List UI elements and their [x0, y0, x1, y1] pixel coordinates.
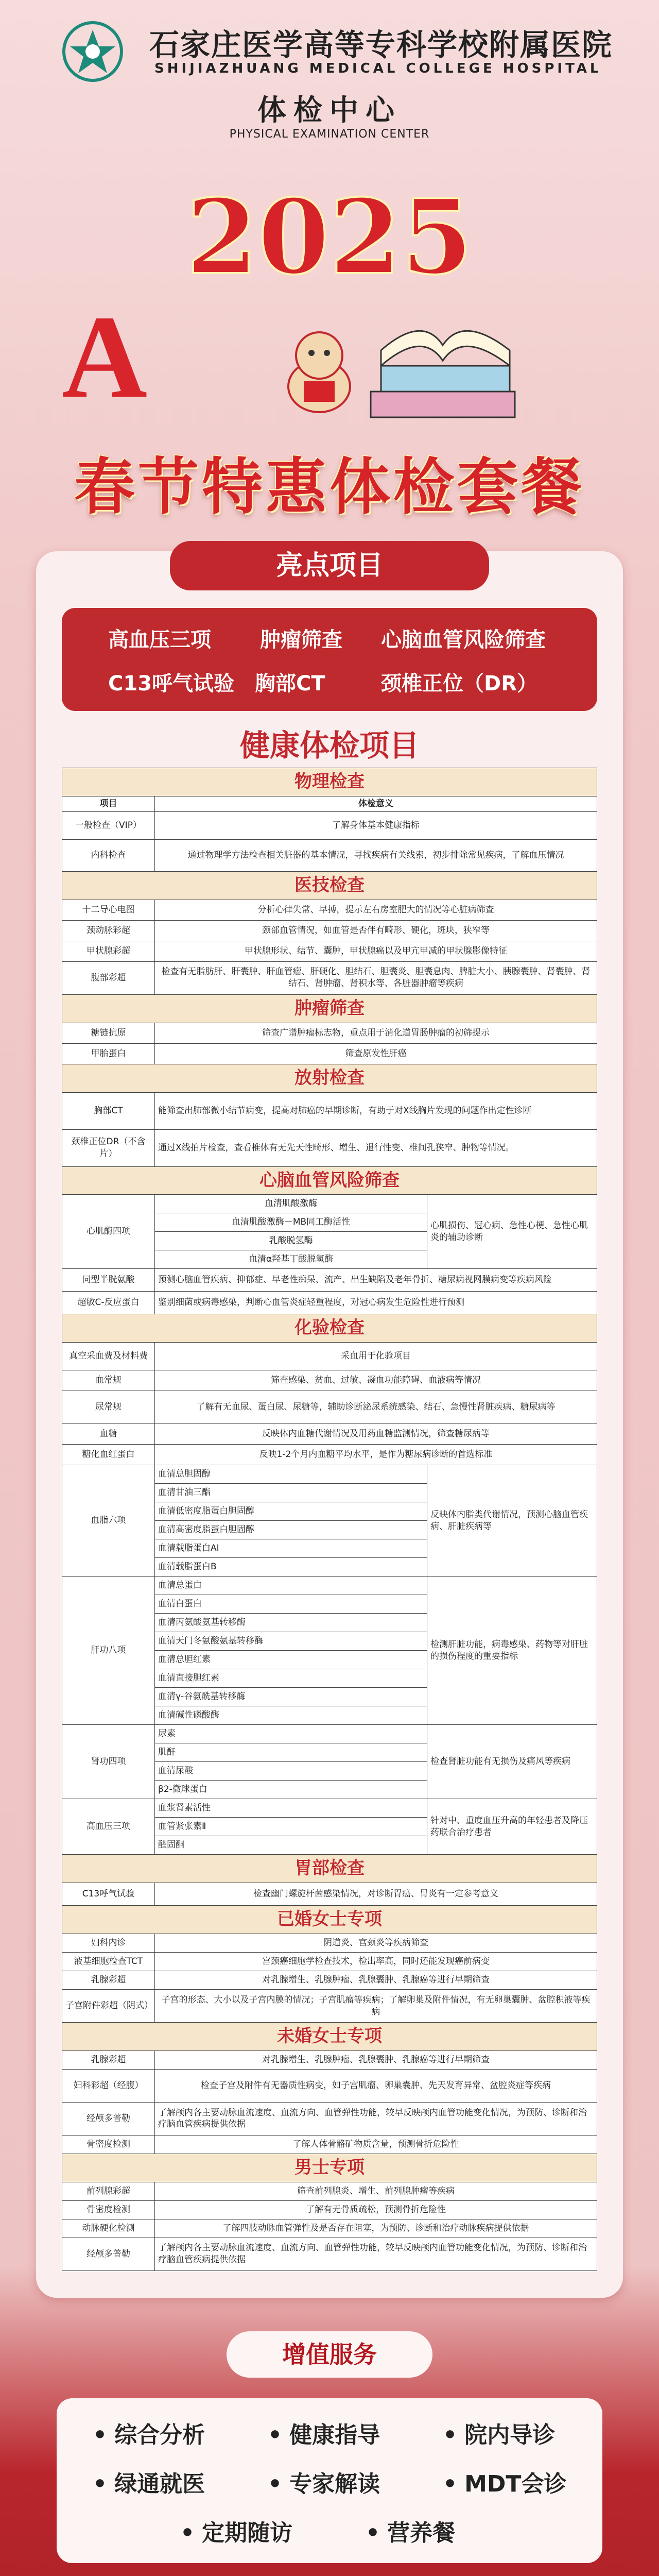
sub-item: 尿素 — [155, 1725, 427, 1743]
sub-item: 血清α羟基丁酸脱氢酶 — [155, 1250, 427, 1269]
item-meaning: 了解颅内各主要动脉血流速度、血流方向、血管弹性功能，较早反映颅内血管功能变化情况，为预防、诊断和治疗脑血管疾病提供依据 — [155, 2102, 597, 2135]
item-meaning: 通过物理学方法检查相关脏器的基本情况，寻找疾病有关线索，初步排除常见疾病，了解血压情况 — [155, 839, 597, 871]
item-meaning: 甲状腺形状、结节、囊肿，甲状腺癌以及甲亢甲减的甲状腺影像特征 — [155, 941, 597, 961]
sub-item: 血清碱性磷酸酶 — [155, 1706, 427, 1725]
item-meaning: 能筛查出肺部微小结节病变，提高对肺癌的早期诊断，有助于对X线胸片发现的问题作出定性诊断 — [155, 1092, 597, 1129]
item-name: 糖化血红蛋白 — [62, 1445, 155, 1465]
sub-item: 血清肌酸激酶 — [155, 1195, 427, 1213]
group-name: 肾功四项 — [62, 1725, 155, 1799]
sub-item: 肌酐 — [155, 1743, 427, 1762]
sub-item: 血清载脂蛋白B — [155, 1558, 427, 1577]
category-lab: 化验检查 — [62, 1314, 597, 1343]
category-medtech: 医技检查 — [62, 871, 597, 900]
item-meaning: 宫颈癌细胞学检查技术，检出率高，同时还能发现癌前病变 — [155, 1953, 597, 1971]
group-meaning: 心肌损伤、冠心病、急性心梗、急性心肌炎的辅助诊断 — [427, 1195, 597, 1269]
item-name: 血糖 — [62, 1424, 155, 1445]
service-item: • 健康指导 — [268, 2416, 380, 2449]
item-name: 液基细胞检查TCT — [62, 1953, 155, 1971]
group-meaning: 检测肝脏功能，病毒感染、药物等对肝脏的损伤程度的重要指标 — [427, 1577, 597, 1725]
sub-item: 血清肌酸激酶－MB同工酶活性 — [155, 1213, 427, 1232]
header-meaning: 体检意义 — [155, 796, 597, 811]
category-gastric: 胃部检查 — [62, 1855, 597, 1883]
item-name: 内科检查 — [62, 839, 155, 871]
category-radio: 放射检查 — [62, 1064, 597, 1092]
service-item: • 定期随访 — [180, 2514, 292, 2547]
item-meaning: 检查幽门螺旋杆菌感染情况，对诊断胃癌、胃炎有一定参考意义 — [155, 1883, 597, 1906]
item-name: 甲胎蛋白 — [62, 1043, 155, 1064]
item-meaning: 了解颅内各主要动脉血流速度、血流方向、血管弹性功能，较早反映颅内血管功能变化情况，为预防、诊断和治疗脑血管疾病提供依据 — [155, 2238, 597, 2270]
hospital-name-cn: 石家庄医学高等专科学校附属医院 — [149, 27, 613, 62]
item-name: 十二导心电图 — [62, 900, 155, 920]
snake-mascot-icon — [268, 319, 371, 422]
center-name-cn: 体检中心 — [257, 94, 402, 127]
item-meaning: 筛查前列腺炎、增生、前列腺肿瘤等疾病 — [155, 2182, 597, 2200]
item-name: 乳腺彩超 — [62, 1971, 155, 1990]
sub-item: 血清总胆固醇 — [155, 1465, 427, 1484]
exam-table — [62, 768, 597, 2271]
sub-item: 醛固酮 — [155, 1836, 427, 1855]
item-meaning: 分析心律失常、早搏，提示左右房室肥大的情况等心脏病筛查 — [155, 900, 597, 920]
sub-item: 血清高密度脂蛋白胆固醇 — [155, 1521, 427, 1539]
item-name: 子宫附件彩超（阴式） — [62, 1990, 155, 2023]
item-name: 骨密度检测 — [62, 2200, 155, 2219]
item-name: 超敏C-反应蛋白 — [62, 1292, 155, 1314]
group-meaning: 反映体内脂类代谢情况，预测心脑血管疾病、肝脏疾病等 — [427, 1465, 597, 1577]
service-item: • 营养餐 — [366, 2514, 455, 2547]
sub-item: 血清总胆红素 — [155, 1651, 427, 1669]
sub-item: 血清直接胆红素 — [155, 1669, 427, 1688]
highlight-item: 心脑血管风险筛查 — [381, 628, 546, 652]
category-unmarried: 未婚女士专项 — [62, 2023, 597, 2051]
item-meaning: 反映体内血糖代谢情况及用药血糖监测情况，筛查糖尿病等 — [155, 1424, 597, 1445]
service-item: • 绿通就医 — [93, 2465, 205, 2498]
category-tumor: 肿瘤筛查 — [62, 994, 597, 1023]
sub-item: 血清丙氨酸氨基转移酶 — [155, 1614, 427, 1632]
item-meaning: 筛查广谱肿瘤标志物，重点用于消化道胃肠肿瘤的初筛提示 — [155, 1023, 597, 1043]
highlights-title: 亮点项目 — [170, 541, 489, 590]
highlight-item: 颈椎正位（DR） — [381, 672, 538, 696]
highlight-item: 肿瘤筛查 — [260, 628, 342, 652]
year-2025-graphic — [170, 170, 489, 304]
item-meaning: 了解身体基本健康指标 — [155, 811, 597, 839]
highlight-item: C13呼气试验 — [108, 672, 235, 696]
item-meaning: 了解有无血尿、蛋白尿、尿糖等，辅助诊断泌尿系统感染、结石、急慢性肾脏疾病、糖尿病等 — [155, 1391, 597, 1424]
item-meaning: 了解四肢动脉血管弹性及是否存在阻塞，为预防、诊断和治疗动脉疾病提供依据 — [155, 2219, 597, 2238]
item-meaning: 颈部血管情况，如血管是否伴有畸形、硬化，斑块，狭窄等 — [155, 920, 597, 941]
item-name: 妇科内诊 — [62, 1934, 155, 1953]
group-name: 肝功八项 — [62, 1577, 155, 1725]
item-meaning: 通过X线拍片检查，查看椎体有无先天性畸形、增生、退行性变、椎间孔狭窄、肿物等情况。 — [155, 1129, 597, 1166]
item-name: 颈椎正位DR（不含片） — [62, 1129, 155, 1166]
item-name: 经颅多普勒 — [62, 2238, 155, 2270]
highlight-item: 高血压三项 — [108, 628, 211, 652]
group-meaning: 针对中、重度血压升高的年轻患者及降压药联合治疗患者 — [427, 1799, 597, 1855]
sub-item: 乳酸脱氢酶 — [155, 1232, 427, 1250]
item-meaning: 预测心脑血管疾病、抑郁症、早老性痴呆、流产、出生缺陷及老年骨折、糖尿病视网膜病变等疾病风险 — [155, 1269, 597, 1292]
books-icon — [360, 289, 525, 443]
group-name: 高血压三项 — [62, 1799, 155, 1855]
hospital-name-en: SHIJIAZHUANG MEDICAL COLLEGE HOSPITAL — [154, 61, 602, 76]
category-physical: 物理检查 — [62, 768, 597, 796]
service-item: • MDT会诊 — [443, 2465, 566, 2498]
category-male: 男士专项 — [62, 2154, 597, 2182]
package-letter: A — [62, 291, 148, 422]
service-item: • 院内导诊 — [443, 2416, 555, 2449]
item-name: 糖链抗原 — [62, 1023, 155, 1043]
sub-item: β2-微球蛋白 — [155, 1781, 427, 1799]
exam-table-wrapper — [62, 768, 597, 2271]
highlights-box — [62, 608, 597, 711]
item-name: 前列腺彩超 — [62, 2182, 155, 2200]
sub-item: 血清白蛋白 — [155, 1595, 427, 1614]
category-married: 已婚女士专项 — [62, 1906, 597, 1934]
item-meaning: 反映1-2个月内血糖平均水平，是作为糖尿病诊断的首选标准 — [155, 1445, 597, 1465]
item-name: 真空采血费及材料费 — [62, 1343, 155, 1370]
item-meaning: 对乳腺增生、乳腺肿瘤、乳腺囊肿、乳腺癌等进行早期筛查 — [155, 1971, 597, 1990]
group-meaning: 检查肾脏功能有无损伤及痛风等疾病 — [427, 1725, 597, 1799]
item-name: 颈动脉彩超 — [62, 920, 155, 941]
highlight-item: 胸部CT — [255, 672, 325, 696]
sub-item: 血清尿酸 — [155, 1762, 427, 1781]
item-name: 一般检查（VIP） — [62, 811, 155, 839]
center-name-en: PHYSICAL EXAMINATION CENTER — [229, 128, 430, 141]
item-name: 血常规 — [62, 1370, 155, 1391]
sub-item: 血清总蛋白 — [155, 1577, 427, 1595]
hospital-logo-icon — [62, 21, 124, 82]
year-text: 2025 — [186, 177, 473, 298]
item-meaning: 筛查原发性肝癌 — [155, 1043, 597, 1064]
service-item: • 综合分析 — [93, 2416, 205, 2449]
item-name: 骨密度检测 — [62, 2135, 155, 2154]
group-name: 心肌酶四项 — [62, 1195, 155, 1269]
category-cardio: 心脑血管风险筛查 — [62, 1166, 597, 1195]
header — [0, 0, 659, 170]
item-name: 经颅多普勒 — [62, 2102, 155, 2135]
sub-item: 血清载脂蛋白AI — [155, 1539, 427, 1558]
item-meaning: 筛查感染、贫血、过敏、凝血功能障碍、血液病等情况 — [155, 1370, 597, 1391]
sub-item: 血清甘油三酯 — [155, 1484, 427, 1502]
item-meaning: 采血用于化验项目 — [155, 1343, 597, 1370]
services-title: 增值服务 — [227, 2331, 432, 2378]
item-meaning: 了解人体骨骼矿物质含量，预测骨折危险性 — [155, 2135, 597, 2154]
item-meaning: 子宫的形态、大小以及子宫内膜的情况；子宫肌瘤等疾病；了解卵巢及附件情况，有无卵巢囊肿、盆腔积液等疾病 — [155, 1990, 597, 2023]
sub-item: 血清天门冬氨酸氨基转移酶 — [155, 1632, 427, 1651]
item-name: 妇科彩超（经腹） — [62, 2069, 155, 2102]
sub-item: 血浆肾素活性 — [155, 1799, 427, 1818]
services-box — [57, 2398, 602, 2563]
item-name: 腹部彩超 — [62, 961, 155, 994]
group-name: 血脂六项 — [62, 1465, 155, 1577]
sub-item: 血管紧张素Ⅱ — [155, 1818, 427, 1836]
item-meaning: 了解有无骨质疏松，预测骨折危险性 — [155, 2200, 597, 2219]
item-name: 胸部CT — [62, 1092, 155, 1129]
service-item: • 专家解读 — [268, 2465, 380, 2498]
item-meaning: 对乳腺增生、乳腺肿瘤、乳腺囊肿、乳腺癌等进行早期筛查 — [155, 2050, 597, 2069]
item-name: 乳腺彩超 — [62, 2050, 155, 2069]
item-name: 动脉硬化检测 — [62, 2219, 155, 2238]
main-title: 春节特惠体检套餐 — [74, 451, 585, 522]
item-meaning: 检查子宫及附件有无器质性病变，如子宫肌瘤、卵巢囊肿、先天发育异常、盆腔炎症等疾病 — [155, 2069, 597, 2102]
item-name: C13呼气试验 — [62, 1883, 155, 1906]
sub-item: 血清γ-谷氨酰基转移酶 — [155, 1688, 427, 1706]
item-name: 尿常规 — [62, 1391, 155, 1424]
item-name: 甲状腺彩超 — [62, 941, 155, 961]
health-section-title: 健康体检项目 — [239, 728, 419, 763]
item-meaning: 检查有无脂肪肝、肝囊肿、肝血管瘤、肝硬化、胆结石、胆囊炎、胆囊息肉、脾脏大小、胰腺囊肿、肾囊肿、肾结石、肾肿瘤、肾积水等、各脏器肿瘤等疾病 — [155, 961, 597, 994]
item-meaning: 鉴别细菌或病毒感染，判断心血管炎症轻重程度，对冠心病发生危险性进行预测 — [155, 1292, 597, 1314]
sub-item: 血清低密度脂蛋白胆固醇 — [155, 1502, 427, 1521]
header-item: 项目 — [62, 796, 155, 811]
item-name: 同型半胱氨酸 — [62, 1269, 155, 1292]
item-meaning: 阴道炎、宫颈炎等疾病筛查 — [155, 1934, 597, 1953]
